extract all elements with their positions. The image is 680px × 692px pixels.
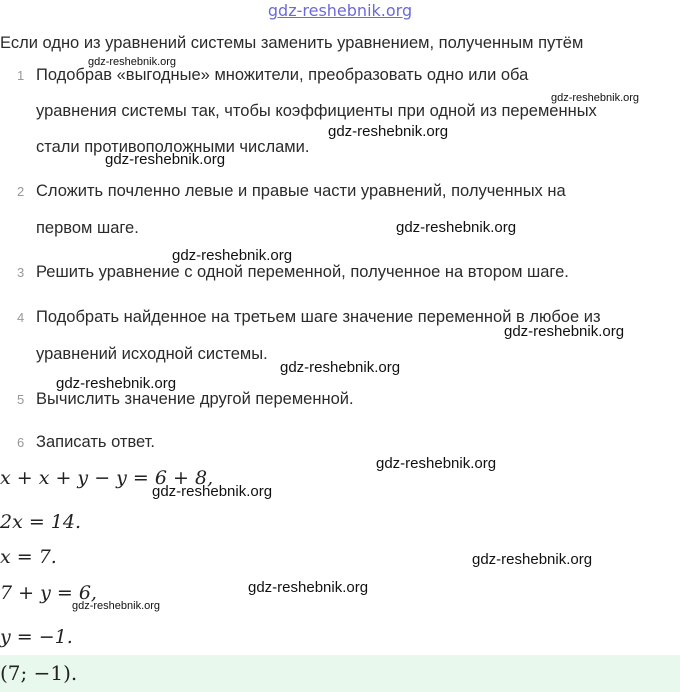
- step-number: 3: [17, 265, 25, 280]
- step-number: 2: [17, 184, 25, 199]
- step-line: Решить уравнение с одной переменной, полученное на втором шаге.: [36, 263, 569, 281]
- step-number: 1: [17, 68, 25, 83]
- answer: (7; −1).: [0, 661, 78, 685]
- watermark: gdz-reshebnik.org: [88, 56, 177, 68]
- watermark: gdz-reshebnik.org: [504, 323, 625, 340]
- step-number: 6: [17, 435, 25, 450]
- watermark: gdz-reshebnik.org: [248, 579, 369, 596]
- step-number: 4: [17, 310, 25, 325]
- solution-line: x + x + y − y = 6 + 8,: [0, 467, 214, 489]
- watermark: gdz-reshebnik.org: [56, 375, 177, 392]
- watermark: gdz-reshebnik.org: [152, 483, 273, 500]
- watermark: gdz-reshebnik.org: [396, 219, 517, 236]
- step-line: Подобрав «выгодные» множители, преобразовать одно или оба: [36, 66, 529, 84]
- watermark: gdz-reshebnik.org: [472, 551, 593, 568]
- step-line: Подобрать найденное на третьем шаге значение переменной в любое из: [36, 308, 601, 326]
- step-line: Вычислить значение другой переменной.: [36, 390, 354, 408]
- header-site-link[interactable]: gdz-reshebnik.org: [267, 1, 413, 20]
- step-line: уравнения системы так, чтобы коэффициенты при одной из переменных: [36, 102, 597, 120]
- step-line: уравнений исходной системы.: [36, 345, 268, 363]
- solution-line: 2x = 14.: [0, 511, 82, 533]
- watermark: gdz-reshebnik.org: [172, 247, 293, 264]
- step-number: 5: [17, 392, 25, 407]
- step-line: стали противоположными числами.: [36, 138, 310, 156]
- step-line: Сложить почленно левые и правые части уравнений, полученных на: [36, 182, 566, 200]
- step-line: первом шаге.: [36, 219, 139, 237]
- watermark: gdz-reshebnik.org: [551, 92, 640, 104]
- solution-line: 7 + y = 6,: [0, 582, 97, 604]
- watermark: gdz-reshebnik.org: [328, 123, 449, 140]
- intro-text: Если одно из уравнений системы заменить уравнением, полученным путём: [0, 34, 584, 52]
- solution-line: y = −1.: [0, 626, 73, 648]
- step-line: Записать ответ.: [36, 433, 155, 451]
- answer-highlight: [0, 655, 680, 692]
- watermark: gdz-reshebnik.org: [105, 151, 226, 168]
- watermark: gdz-reshebnik.org: [72, 600, 161, 612]
- solution-line: x = 7.: [0, 546, 57, 568]
- watermark: gdz-reshebnik.org: [376, 455, 497, 472]
- watermark: gdz-reshebnik.org: [280, 359, 401, 376]
